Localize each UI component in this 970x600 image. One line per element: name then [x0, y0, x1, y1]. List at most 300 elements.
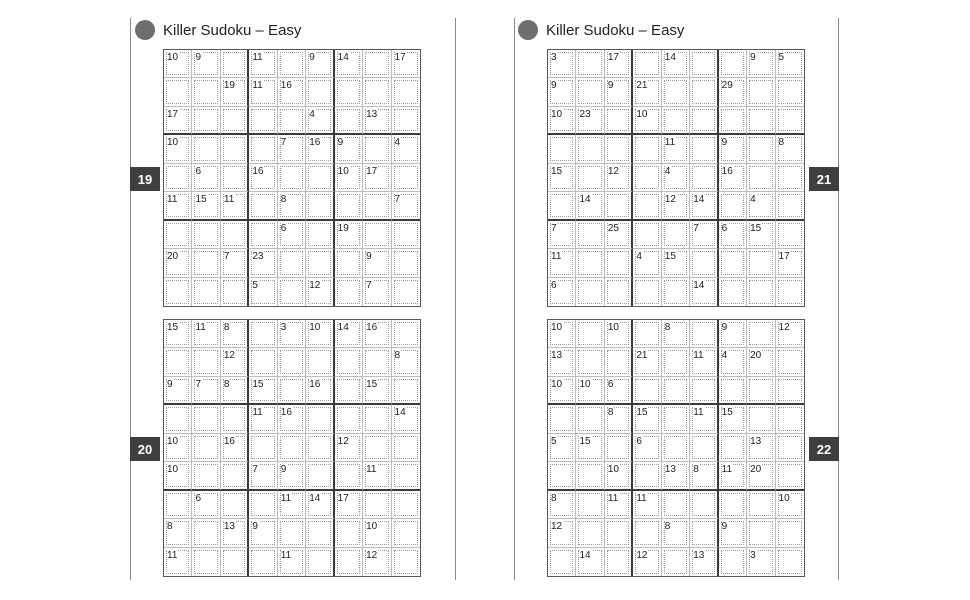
- grid-cell: [164, 278, 192, 306]
- cage-sum-label: 4: [309, 108, 315, 120]
- grid-cell: [690, 50, 718, 78]
- grid-cell: [278, 50, 306, 78]
- cage-sum-label: 15: [579, 435, 591, 447]
- grid-cell: [363, 434, 391, 462]
- cage-sum-label: 10: [167, 464, 179, 476]
- grid-cell: [576, 491, 604, 519]
- cage-sum-label: 8: [778, 137, 785, 149]
- cage-sum-label: 15: [750, 222, 762, 234]
- grid-cell: [278, 348, 306, 376]
- grid-cell: [690, 278, 718, 306]
- grid-cell: [548, 164, 576, 192]
- grid-cell: [548, 249, 576, 277]
- cage-sum-label: 15: [252, 378, 264, 390]
- cage-sum-label: 14: [693, 279, 705, 291]
- grid-cell: [662, 519, 690, 547]
- grid-cell: [363, 548, 391, 576]
- cage-sum-label: 10: [366, 521, 378, 533]
- grid-cell: [690, 320, 718, 348]
- cage-sum-label: 10: [551, 322, 563, 333]
- grid-cell: [306, 434, 334, 462]
- grid-cell: [335, 107, 363, 135]
- cage-sum-label: 11: [366, 464, 377, 476]
- grid-cell: [164, 548, 192, 576]
- cage-sum-label: 3: [280, 322, 287, 333]
- grid-cell: [306, 221, 334, 249]
- bullet-circle-icon: [135, 20, 155, 40]
- grid-cell: [249, 377, 277, 405]
- cage-sum-label: 13: [366, 108, 378, 120]
- grid-cell: [221, 548, 249, 576]
- grid-cell: [192, 249, 220, 277]
- cage-sum-label: 5: [252, 279, 258, 291]
- grid-cell: [192, 135, 220, 163]
- grid-cell: [221, 107, 249, 135]
- grid-cell: [633, 434, 661, 462]
- grid-cell: [278, 135, 306, 163]
- grid-cell: [633, 405, 661, 433]
- grid-cell: [747, 135, 775, 163]
- cage-sum-label: 7: [195, 378, 201, 390]
- grid-cell: [392, 249, 420, 277]
- grid-cell: [249, 278, 277, 306]
- cage-sum-label: 10: [309, 322, 321, 333]
- cage-sum-label: 10: [551, 108, 563, 120]
- grid-cell: [719, 519, 747, 547]
- cage-sum-label: 12: [366, 549, 378, 561]
- grid-cell: [662, 491, 690, 519]
- grid-cell: [306, 348, 334, 376]
- cage-sum-label: 12: [664, 194, 676, 206]
- puzzle-number-badge: 20: [130, 437, 160, 461]
- cage-sum-label: 23: [252, 251, 264, 263]
- grid-cell: [164, 249, 192, 277]
- cage-sum-label: 8: [607, 407, 614, 419]
- grid-cell: [249, 405, 277, 433]
- cage-sum-label: 15: [366, 378, 378, 390]
- grid-cell: [576, 462, 604, 490]
- grid-cell: [576, 320, 604, 348]
- grid-cell: [392, 164, 420, 192]
- grid-cell: [164, 78, 192, 106]
- grid-cell: [690, 405, 718, 433]
- grid-cell: [776, 491, 804, 519]
- cage-sum-label: 17: [607, 52, 619, 63]
- grid-cell: [633, 320, 661, 348]
- cage-sum-label: 14: [337, 322, 349, 333]
- cage-sum-label: 16: [366, 322, 378, 333]
- grid-cell: [776, 135, 804, 163]
- grid-cell: [548, 434, 576, 462]
- cage-sum-label: 14: [394, 407, 406, 419]
- cage-sum-label: 17: [337, 492, 349, 504]
- cage-sum-label: 6: [636, 435, 642, 447]
- cage-sum-label: 19: [337, 222, 349, 234]
- cage-sum-label: 9: [337, 137, 344, 149]
- grid-cell: [633, 462, 661, 490]
- grid-cell: [335, 221, 363, 249]
- cage-sum-label: 11: [636, 492, 647, 504]
- grid-cell: [335, 164, 363, 192]
- grid-cell: [249, 519, 277, 547]
- grid-cell: [776, 107, 804, 135]
- puzzle-number-badge: 19: [130, 167, 160, 191]
- cage-sum-label: 15: [636, 407, 648, 419]
- cage-sum-label: 16: [280, 80, 292, 92]
- grid-cell: [335, 78, 363, 106]
- grid-cell: [633, 377, 661, 405]
- grid-cell: [690, 377, 718, 405]
- right-page-header: [518, 19, 684, 41]
- grid-cell: [192, 50, 220, 78]
- grid-cell: [306, 192, 334, 220]
- grid-cell: [605, 249, 633, 277]
- grid-cell: [633, 278, 661, 306]
- grid-cell: [690, 192, 718, 220]
- grid-cell: [605, 78, 633, 106]
- grid-cell: [392, 107, 420, 135]
- grid-cell: [249, 434, 277, 462]
- sudoku-grid: [163, 319, 421, 577]
- grid-cell: [548, 221, 576, 249]
- grid-cell: [548, 135, 576, 163]
- left-page-rule-left: [130, 18, 131, 580]
- cage-sum-label: 6: [280, 222, 287, 234]
- grid-cell: [690, 548, 718, 576]
- grid-cell: [719, 491, 747, 519]
- grid-cell: [605, 107, 633, 135]
- grid-cell: [249, 78, 277, 106]
- grid-cell: [306, 548, 334, 576]
- cage-sum-label: 11: [551, 251, 562, 263]
- grid-cell: [192, 107, 220, 135]
- grid-cell: [192, 348, 220, 376]
- grid-cell: [605, 462, 633, 490]
- cage-sum-label: 12: [551, 521, 563, 533]
- grid-cell: [164, 491, 192, 519]
- grid-cell: [392, 434, 420, 462]
- cage-sum-label: 11: [223, 194, 235, 206]
- grid-cell: [363, 78, 391, 106]
- cage-sum-label: 8: [394, 350, 401, 362]
- grid-cell: [576, 434, 604, 462]
- grid-cell: [719, 320, 747, 348]
- cage-sum-label: 9: [721, 137, 728, 149]
- cage-sum-label: 13: [664, 464, 676, 476]
- grid-cell: [548, 192, 576, 220]
- cage-sum-label: 29: [721, 80, 733, 92]
- grid-cell: [363, 221, 391, 249]
- cage-sum-label: 15: [195, 194, 207, 206]
- grid-cell: [633, 107, 661, 135]
- grid-cell: [576, 249, 604, 277]
- grid-cell: [576, 348, 604, 376]
- grid-cell: [278, 519, 306, 547]
- cage-sum-label: 8: [551, 492, 557, 504]
- grid-cell: [662, 348, 690, 376]
- grid-cell: [633, 78, 661, 106]
- grid-cell: [164, 462, 192, 490]
- cage-sum-label: 16: [721, 165, 733, 177]
- grid-cell: [747, 405, 775, 433]
- cage-sum-label: 9: [195, 52, 201, 63]
- grid-cell: [164, 135, 192, 163]
- grid-cell: [221, 519, 249, 547]
- cage-sum-label: 6: [195, 165, 201, 177]
- grid-cell: [747, 50, 775, 78]
- cage-sum-label: 11: [280, 549, 292, 561]
- grid-cell: [662, 548, 690, 576]
- grid-cell: [306, 519, 334, 547]
- cage-sum-label: 14: [337, 52, 349, 63]
- grid-cell: [249, 135, 277, 163]
- grid-cell: [548, 405, 576, 433]
- grid-cell: [392, 192, 420, 220]
- cage-sum-label: 12: [636, 549, 648, 561]
- grid-cell: [278, 320, 306, 348]
- grid-cell: [548, 548, 576, 576]
- cage-sum-label: 16: [309, 378, 321, 390]
- grid-cell: [576, 78, 604, 106]
- grid-cell: [249, 548, 277, 576]
- grid-cell: [719, 249, 747, 277]
- grid-cell: [392, 50, 420, 78]
- grid-cell: [192, 221, 220, 249]
- grid-cell: [690, 249, 718, 277]
- grid-cell: [221, 405, 249, 433]
- cage-sum-label: 6: [721, 222, 728, 234]
- grid-cell: [662, 78, 690, 106]
- grid-cell: [605, 548, 633, 576]
- grid-cell: [690, 78, 718, 106]
- grid-cell: [747, 78, 775, 106]
- grid-cell: [221, 278, 249, 306]
- cage-sum-label: 7: [280, 137, 287, 149]
- grid-cell: [164, 348, 192, 376]
- grid-cell: [633, 491, 661, 519]
- grid-cell: [576, 377, 604, 405]
- grid-cell: [747, 519, 775, 547]
- grid-cell: [335, 278, 363, 306]
- grid-cell: [690, 491, 718, 519]
- grid-cell: [363, 249, 391, 277]
- grid-cell: [392, 377, 420, 405]
- grid-cell: [576, 519, 604, 547]
- grid-cell: [776, 221, 804, 249]
- cage-sum-label: 4: [664, 165, 671, 177]
- grid-cell: [605, 164, 633, 192]
- cage-sum-label: 11: [693, 407, 704, 419]
- grid-cell: [747, 164, 775, 192]
- grid-cell: [776, 405, 804, 433]
- grid-cell: [192, 548, 220, 576]
- grid-cell: [719, 221, 747, 249]
- grid-cell: [392, 462, 420, 490]
- grid-cell: [776, 348, 804, 376]
- cage-sum-label: 20: [167, 251, 179, 263]
- grid-cell: [278, 221, 306, 249]
- cage-sum-label: 10: [607, 464, 619, 476]
- grid-cell: [548, 377, 576, 405]
- grid-cell: [249, 249, 277, 277]
- grid-cell: [392, 548, 420, 576]
- grid-cell: [548, 107, 576, 135]
- grid-cell: [548, 50, 576, 78]
- cage-sum-label: 8: [280, 194, 287, 206]
- grid-cell: [776, 462, 804, 490]
- cage-sum-label: 11: [252, 52, 263, 63]
- grid-cell: [605, 348, 633, 376]
- grid-cell: [335, 491, 363, 519]
- grid-cell: [392, 78, 420, 106]
- cage-sum-label: 20: [750, 464, 762, 476]
- grid-cell: [363, 320, 391, 348]
- grid-cell: [306, 320, 334, 348]
- grid-cell: [363, 377, 391, 405]
- cage-sum-label: 10: [778, 492, 790, 504]
- cage-sum-label: 11: [252, 80, 263, 92]
- grid-cell: [662, 320, 690, 348]
- cage-sum-label: 25: [607, 222, 619, 234]
- grid-cell: [605, 434, 633, 462]
- cage-sum-label: 12: [309, 279, 321, 291]
- grid-cell: [363, 135, 391, 163]
- grid-cell: [576, 50, 604, 78]
- cage-sum-label: 12: [607, 165, 619, 177]
- grid-cell: [335, 320, 363, 348]
- grid-cell: [633, 249, 661, 277]
- grid-cell: [633, 221, 661, 249]
- grid-cell: [719, 164, 747, 192]
- grid-cell: [306, 278, 334, 306]
- grid-cell: [719, 278, 747, 306]
- grid-cell: [719, 377, 747, 405]
- grid-cell: [633, 135, 661, 163]
- grid-cell: [221, 221, 249, 249]
- cage-sum-label: 12: [223, 350, 235, 362]
- grid-cell: [719, 50, 747, 78]
- grid-cell: [392, 519, 420, 547]
- cage-sum-label: 12: [337, 435, 349, 447]
- grid-cell: [164, 164, 192, 192]
- cage-sum-label: 10: [167, 52, 179, 63]
- grid-cell: [306, 107, 334, 135]
- grid-cell: [776, 249, 804, 277]
- grid-cell: [576, 405, 604, 433]
- cage-sum-label: 4: [394, 137, 401, 149]
- grid-cell: [662, 50, 690, 78]
- grid-cell: [278, 405, 306, 433]
- grid-cell: [605, 221, 633, 249]
- cage-sum-label: 11: [693, 350, 704, 362]
- left-page-rule-right: [455, 18, 456, 580]
- grid-cell: [278, 491, 306, 519]
- cage-sum-label: 16: [252, 165, 264, 177]
- grid-cell: [306, 164, 334, 192]
- grid-cell: [164, 50, 192, 78]
- grid-cell: [633, 548, 661, 576]
- grid-cell: [249, 348, 277, 376]
- cage-sum-label: 17: [366, 165, 378, 177]
- grid-cell: [548, 462, 576, 490]
- cage-sum-label: 10: [167, 137, 179, 149]
- grid-cell: [719, 192, 747, 220]
- cage-sum-label: 8: [664, 521, 671, 533]
- grid-cell: [633, 348, 661, 376]
- grid-cell: [605, 377, 633, 405]
- grid-cell: [747, 320, 775, 348]
- cage-sum-label: 17: [394, 52, 406, 63]
- left-page-header: [135, 19, 301, 41]
- cage-sum-label: 12: [778, 322, 790, 333]
- grid-cell: [605, 192, 633, 220]
- grid-cell: [747, 278, 775, 306]
- cage-sum-label: 13: [693, 549, 705, 561]
- cage-sum-label: 5: [551, 435, 557, 447]
- grid-cell: [192, 405, 220, 433]
- grid-cell: [335, 434, 363, 462]
- cage-sum-label: 6: [551, 279, 557, 291]
- grid-cell: [662, 462, 690, 490]
- page-title: Killer Sudoku – Easy: [163, 21, 302, 39]
- grid-cell: [221, 377, 249, 405]
- grid-cell: [776, 434, 804, 462]
- cage-sum-label: 20: [750, 350, 762, 362]
- grid-cell: [249, 164, 277, 192]
- cage-sum-label: 9: [167, 378, 173, 390]
- cage-sum-label: 21: [636, 350, 648, 362]
- grid-cell: [690, 434, 718, 462]
- grid-cell: [662, 434, 690, 462]
- cage-sum-label: 11: [252, 407, 263, 419]
- grid-cell: [306, 135, 334, 163]
- grid-cell: [249, 50, 277, 78]
- cage-sum-label: 7: [252, 464, 258, 476]
- grid-cell: [719, 107, 747, 135]
- grid-cell: [192, 377, 220, 405]
- grid-cell: [548, 519, 576, 547]
- cage-sum-label: 16: [309, 137, 321, 149]
- grid-cell: [747, 434, 775, 462]
- grid-cell: [662, 249, 690, 277]
- grid-cell: [719, 348, 747, 376]
- grid-cell: [335, 249, 363, 277]
- grid-cell: [747, 462, 775, 490]
- grid-cell: [662, 107, 690, 135]
- cage-sum-label: 10: [636, 108, 648, 120]
- grid-cell: [278, 377, 306, 405]
- grid-cell: [221, 164, 249, 192]
- grid-cell: [605, 278, 633, 306]
- grid-cell: [719, 405, 747, 433]
- cage-sum-label: 8: [167, 521, 173, 533]
- grid-cell: [605, 491, 633, 519]
- cage-sum-label: 3: [551, 52, 557, 63]
- grid-cell: [192, 164, 220, 192]
- grid-cell: [548, 78, 576, 106]
- grid-cell: [335, 192, 363, 220]
- grid-cell: [221, 434, 249, 462]
- grid-cell: [776, 278, 804, 306]
- cage-sum-label: 14: [579, 549, 591, 561]
- cage-sum-label: 16: [280, 407, 292, 419]
- grid-cell: [719, 548, 747, 576]
- cage-sum-label: 11: [195, 322, 206, 333]
- cage-sum-label: 9: [309, 52, 315, 63]
- cage-sum-label: 9: [721, 322, 728, 333]
- grid-cell: [221, 249, 249, 277]
- grid-cell: [335, 462, 363, 490]
